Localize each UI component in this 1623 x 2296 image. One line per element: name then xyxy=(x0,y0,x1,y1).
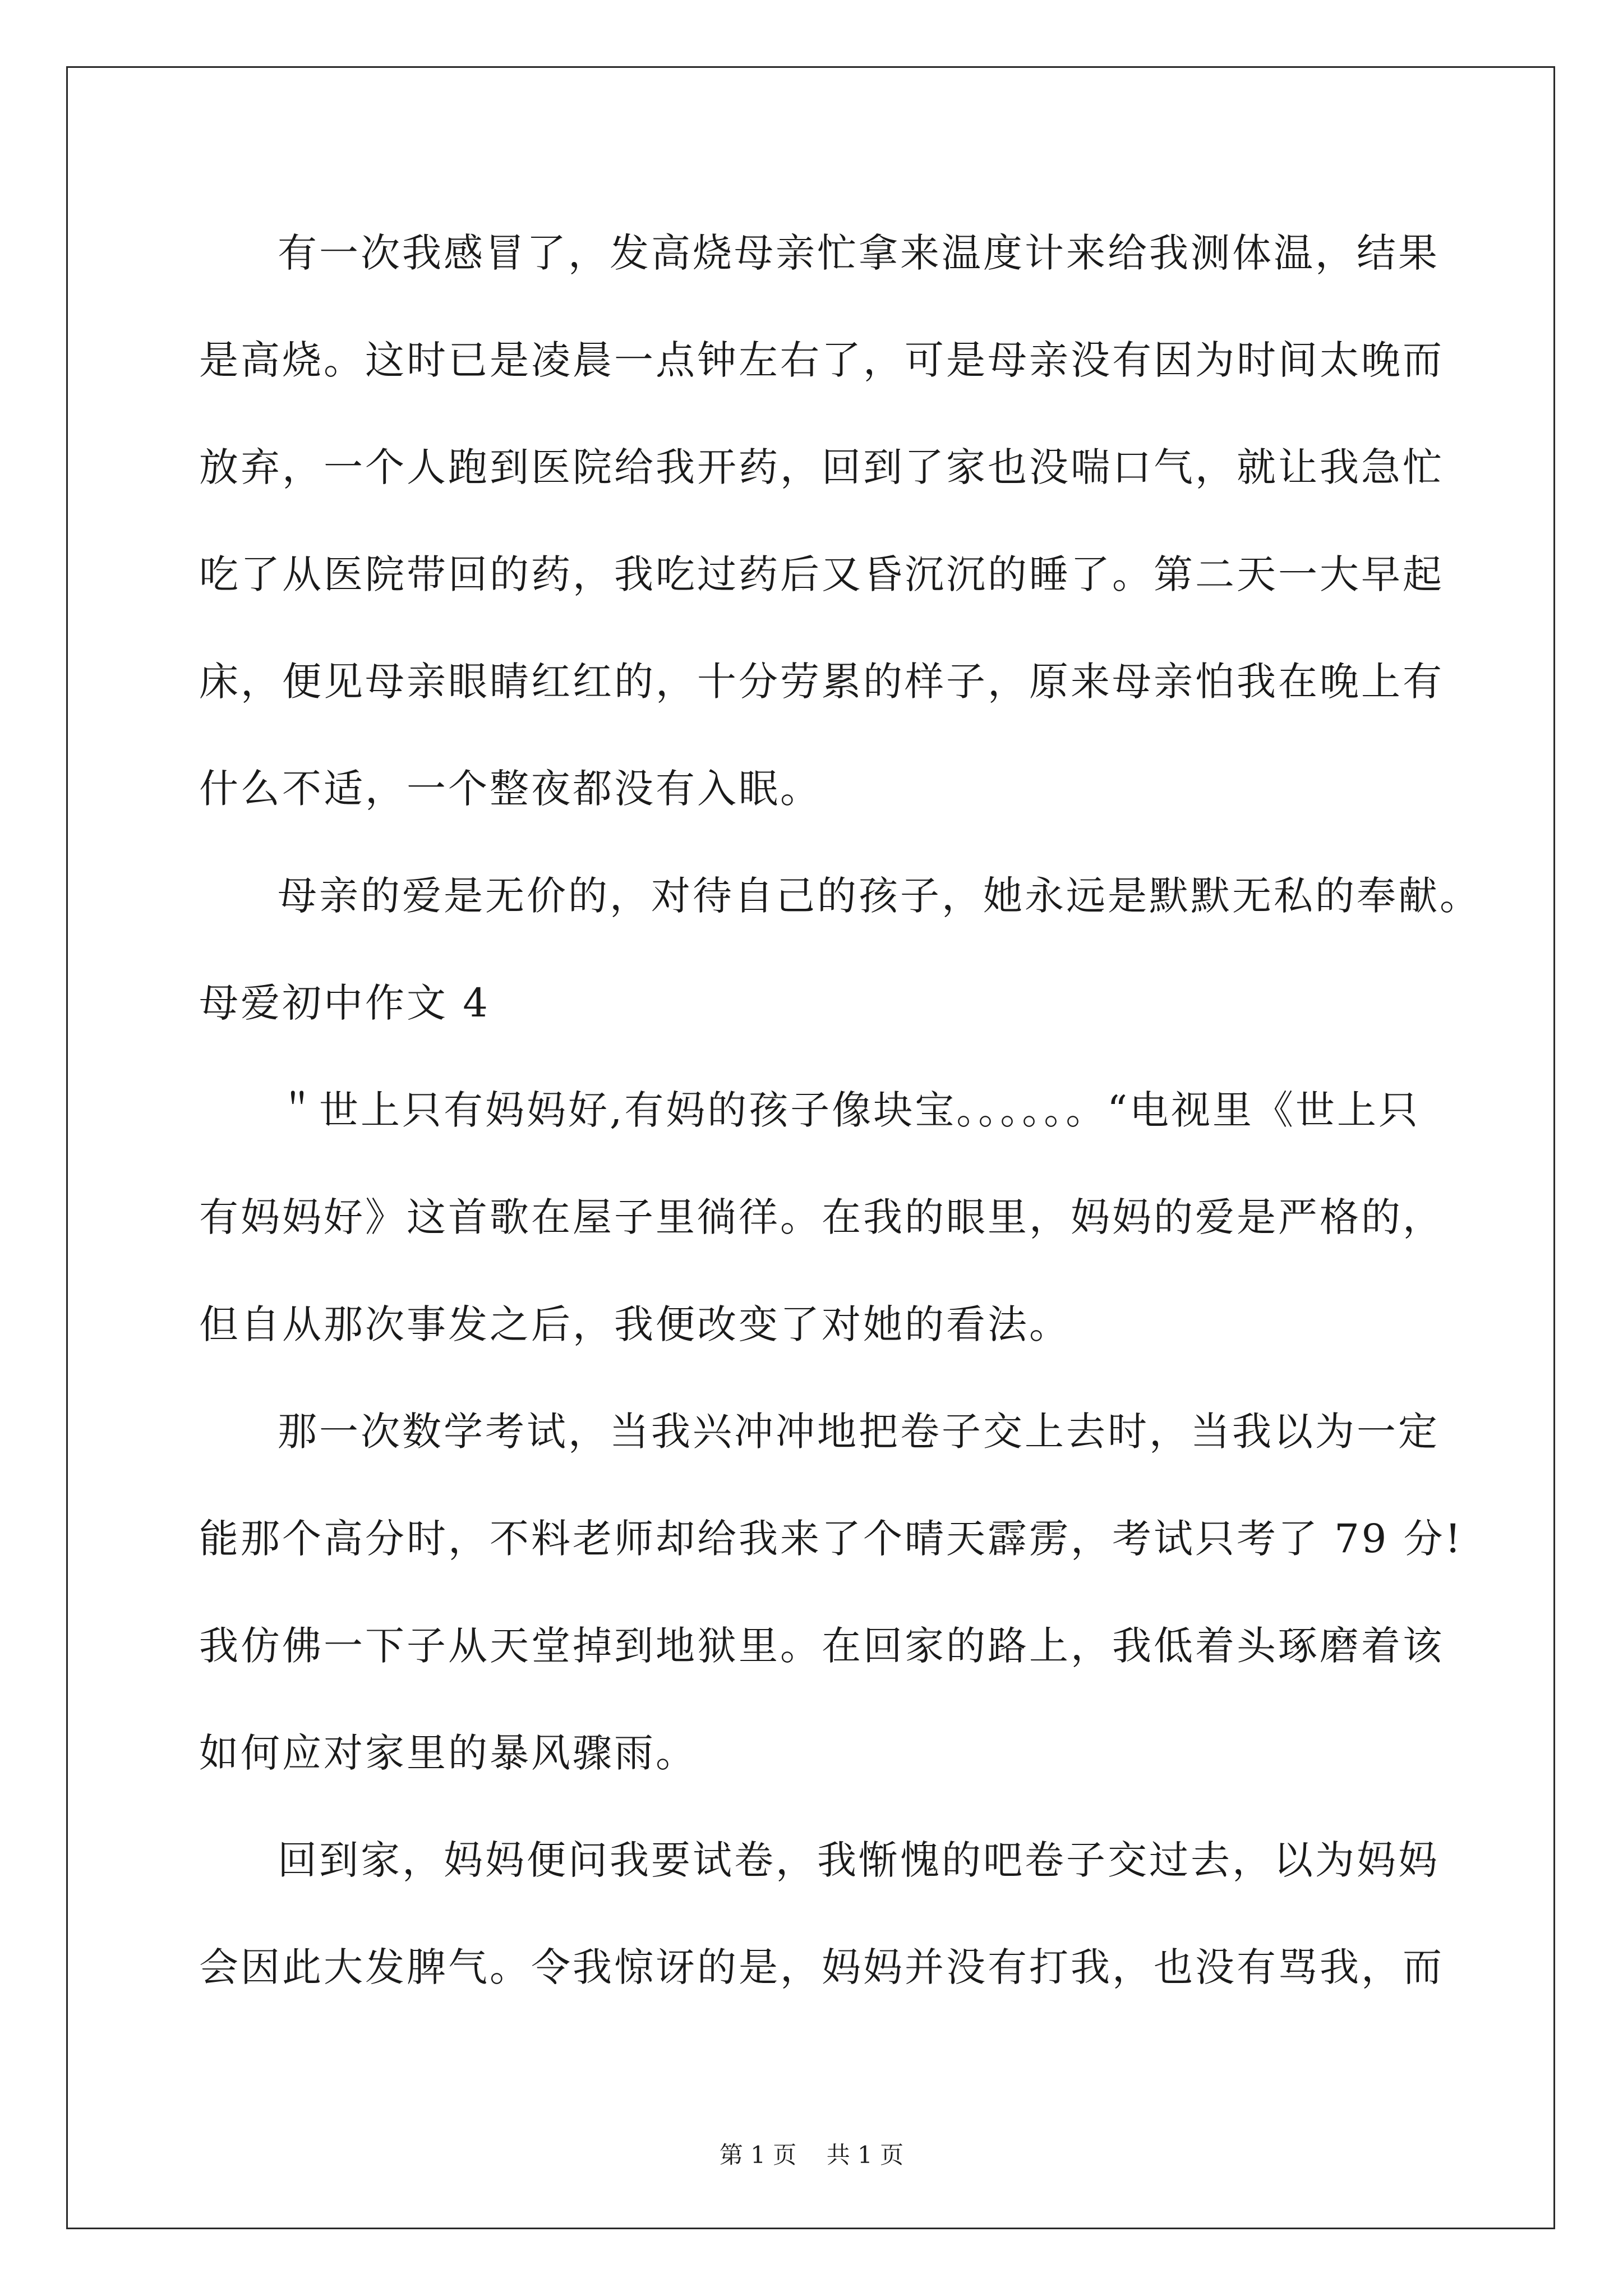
page-number-footer: 第 1 页 共 1 页 xyxy=(719,2141,904,2169)
paragraph-line: 床，便见母亲眼睛红红的，十分劳累的样子，原来母亲怕我在晚上有 xyxy=(199,659,1444,705)
essay-heading: 母爱初中作文 4 xyxy=(199,980,490,1026)
paragraph-line: 有一次我感冒了，发高烧母亲忙拿来温度计来给我测体温，结果 xyxy=(278,230,1440,276)
paragraph-line: ＂世上只有妈妈好,有妈的孩子像块宝。。。。。。“电视里《世上只 xyxy=(278,1087,1421,1133)
paragraph-line: 母亲的爱是无价的，对待自己的孩子，她永远是默默无私的奉献。 xyxy=(278,873,1481,919)
paragraph-line: 什么不适，一个整夜都没有入眠。 xyxy=(199,766,822,812)
paragraph-line: 我仿佛一下子从天堂掉到地狱里。在回家的路上，我低着头琢磨着该 xyxy=(199,1623,1444,1669)
paragraph-line: 但自从那次事发之后，我便改变了对她的看法。 xyxy=(199,1301,1071,1347)
paragraph-line: 是高烧。这时已是凌晨一点钟左右了，可是母亲没有因为时间太晚而 xyxy=(199,337,1444,383)
paragraph-line: 那一次数学考试，当我兴冲冲地把卷子交上去时，当我以为一定 xyxy=(278,1409,1440,1455)
paragraph-line: 放弃，一个人跑到医院给我开药，回到了家也没喘口气，就让我急忙 xyxy=(199,444,1444,490)
paragraph-line: 吃了从医院带回的药，我吃过药后又昏沉沉的睡了。第二天一大早起 xyxy=(199,551,1444,597)
paragraph-line: 如何应对家里的暴风骤雨。 xyxy=(199,1730,697,1776)
paragraph-line: 会因此大发脾气。令我惊讶的是，妈妈并没有打我，也没有骂我，而 xyxy=(199,1944,1444,1990)
paragraph-line: 有妈妈好》这首歌在屋子里徜徉。在我的眼里，妈妈的爱是严格的， xyxy=(199,1194,1444,1240)
document-body xyxy=(199,211,1481,2032)
paragraph-line: 能那个高分时，不料老师却给我来了个晴天霹雳，考试只考了 79 分! xyxy=(199,1516,1463,1562)
paragraph-line: 回到家，妈妈便问我要试卷，我惭愧的吧卷子交过去，以为妈妈 xyxy=(278,1837,1440,1883)
